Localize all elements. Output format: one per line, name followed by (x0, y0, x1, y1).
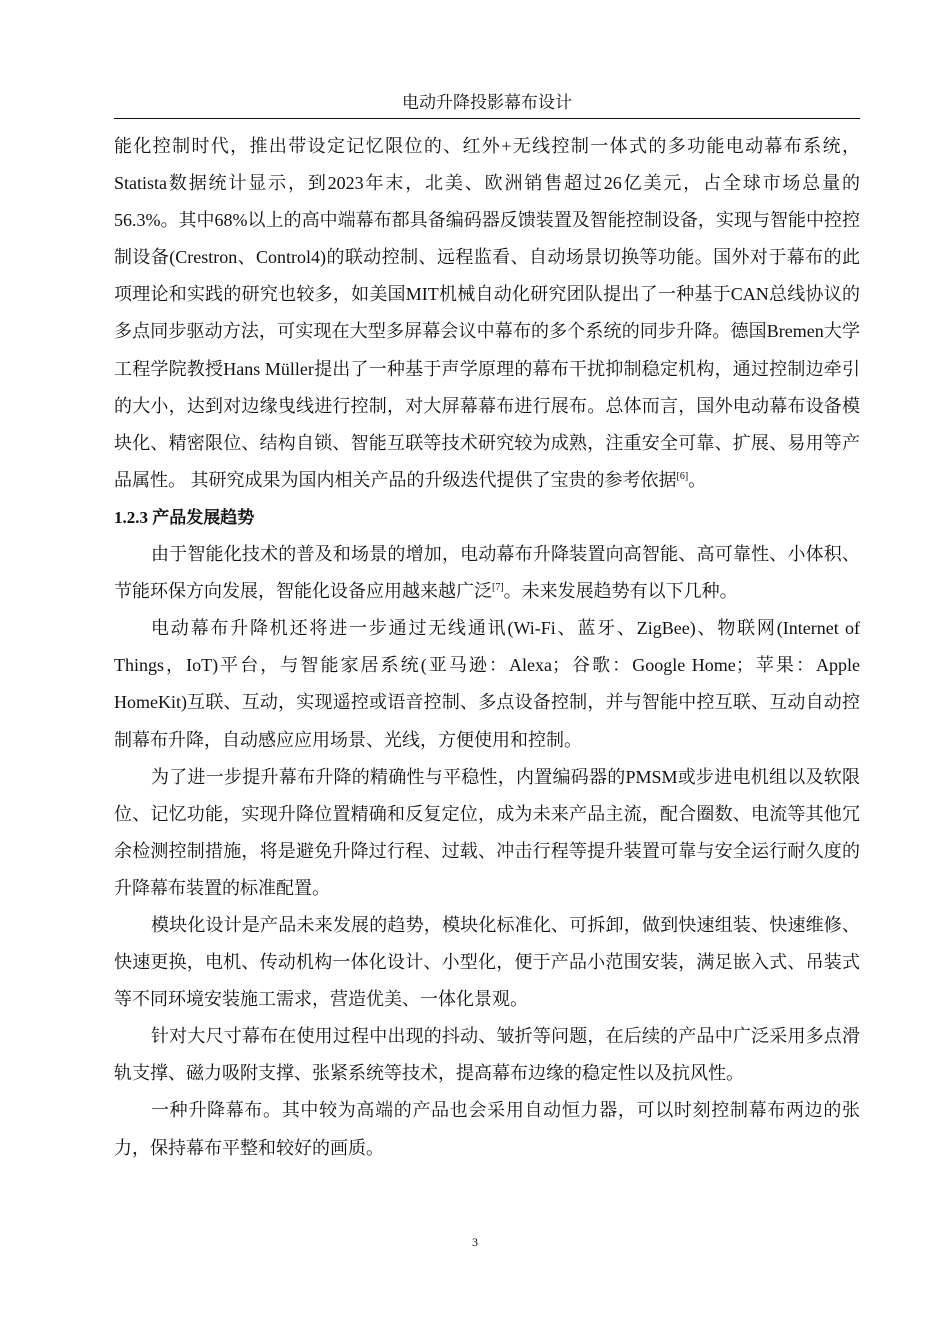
body-text (114, 128, 860, 1167)
paragraph-modular-design: 模块化设计是产品未来发展的趋势，模块化标准化、可拆卸，做到快速组装、快速维修、快速更换，电机、传动机构一体化设计、小型化，便于产品小范围安装，满足嵌入式、吊装式等不同环境安装施工需求，营造优美、一体化景观。 (114, 914, 860, 1010)
section-heading: 1.2.3 产品发展趋势 (114, 507, 255, 527)
citation-ref: [6] (676, 470, 689, 482)
page-number: 3 (472, 1235, 478, 1249)
paragraph-large-screen-stability: 针对大尺寸幕布在使用过程中出现的抖动、皱折等问题，在后续的产品中广泛采用多点滑轨支撑、磁力吸附支撑、张紧系统等技术，提高幕布边缘的稳定性以及抗风性。 (114, 1026, 860, 1084)
header-title: 电动升降投影幕布设计 (402, 93, 572, 112)
running-header (114, 88, 860, 119)
paragraph-trend-intro: 由于智能化技术的普及和场景的增加，电动幕布升降装置向高智能、高可靠性、小体积、节能环保方向发展，智能化设备应用越来越广泛[7]。未来发展趋势有以下几种。 (114, 544, 860, 602)
paragraph-tension-control: 一种升降幕布。其中较为高端的产品也会采用自动恒力器，可以时刻控制幕布两边的张力，保持幕布平整和较好的画质。 (114, 1100, 860, 1158)
paragraph-precision-control: 为了进一步提升幕布升降的精确性与平稳性，内置编码器的PMSM或步进电机组以及软限位、记忆功能，实现升降位置精确和反复定位，成为未来产品主流，配合圈数、电流等其他冗余检测控制措施，将是避免升降过行程、过载、冲击行程等提升装置可靠与安全运行耐久度的升降幕布装置的标准配置。 (114, 766, 860, 898)
paragraph-intl-research: 能化控制时代，推出带设定记忆限位的、红外+无线控制一体式的多功能电动幕布系统，Statista数据统计显示，到2023年末，北美、欧洲销售超过26亿美元，占全球市场总量的56.3%。其中68%以上的高中端幕布都具备编码器反馈装置及智能控制设备，实现与智能中控控制设备(Crestron、Control4)的联动控制、远程监看、自动场景切换等功能。国外对于幕布的此项理论和实践的研究也较多，如美国MIT机械自动化研究团队提出了一种基于CAN总线协议的多点同步驱动方法，可实现在大型多屏幕会议中幕布的多个系统的同步升降。德国Bremen大学工程学院教授Hans Müller提出了一种基于声学原理的幕布干扰抑制稳定机构，通过控制边牵引的大小，达到对边缘曳线进行控制，对大屏幕幕布进行展布。总体而言，国外电动幕布设备模块化、精密限位、结构自锁、智能互联等技术研究较为成熟，注重安全可靠、扩展、易用等产品属性。 其研究成果为国内相关产品的升级迭代提供了宝贵的参考依据[6]。 (114, 136, 860, 490)
paragraph-smart-connectivity: 电动幕布升降机还将进一步通过无线通讯(Wi-Fi、蓝牙、ZigBee)、物联网(Internet of Things，IoT)平台，与智能家居系统(亚马逊：Alexa；谷歌：Google Home；苹果：Apple HomeKit)互联、互动，实现遥控或语音控制、多点设备控制，并与智能中控互联、互动自动控制幕布升降，自动感应应用场景、光线，方便使用和控制。 (114, 618, 860, 750)
citation-ref: [7] (492, 582, 504, 594)
